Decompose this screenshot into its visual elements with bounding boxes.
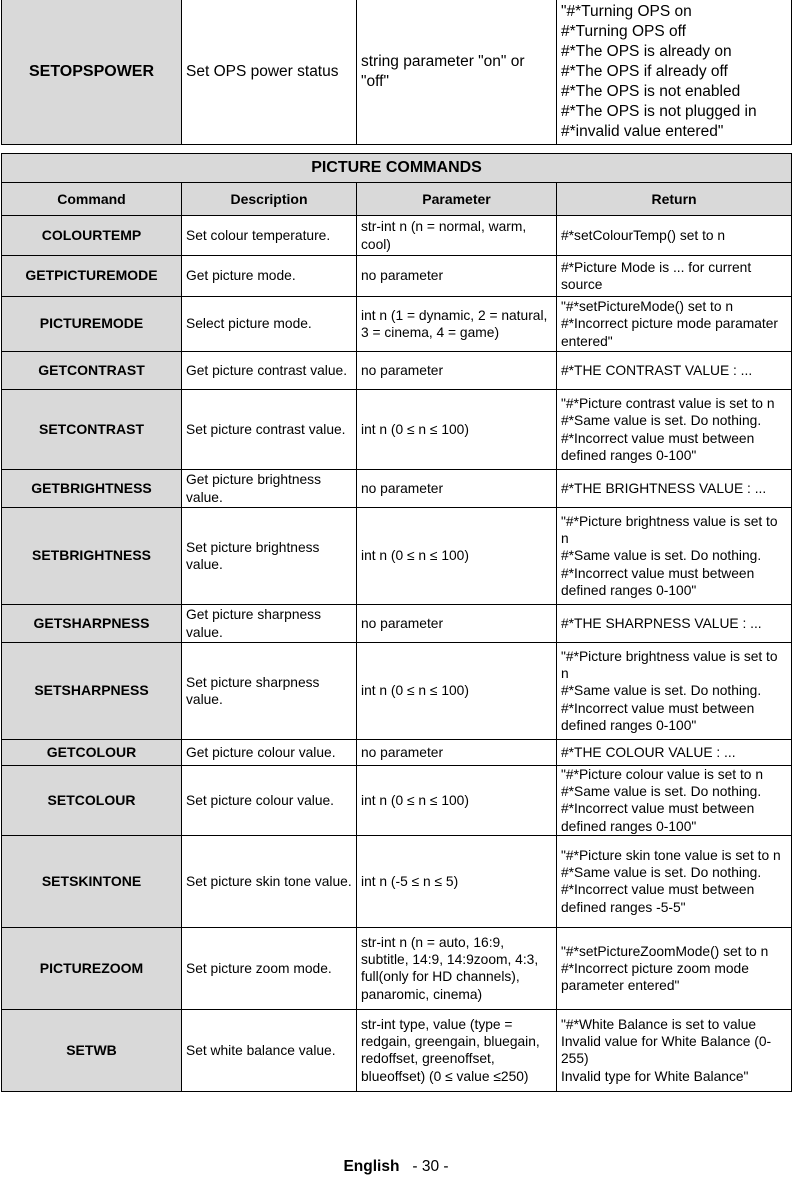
return-cell: "#*setPictureMode() set to n #*Incorrect picture mode paramater entered" bbox=[557, 297, 792, 352]
table-row bbox=[2, 216, 792, 256]
table-row bbox=[2, 927, 792, 1009]
parameter-cell: no parameter bbox=[357, 256, 557, 297]
parameter-cell: str-int n (n = auto, 16:9, subtitle, 14:9, 14:9zoom, 4:3, full(only for HD channels), panaromic, cinema) bbox=[357, 927, 557, 1009]
parameter-cell: int n (0 ≤ n ≤ 100) bbox=[357, 766, 557, 836]
command-cell: SETSHARPNESS bbox=[2, 643, 182, 740]
description-cell: Set picture contrast value. bbox=[182, 390, 357, 470]
return-cell: "#*Picture brightness value is set to n #*Same value is set. Do nothing. #*Incorrect value must between defined ranges 0-100" bbox=[557, 508, 792, 605]
command-cell: SETWB bbox=[2, 1009, 182, 1091]
table-row bbox=[2, 1009, 792, 1091]
return-cell: #*THE SHARPNESS VALUE : ... bbox=[557, 605, 792, 643]
table-row bbox=[2, 766, 792, 836]
parameter-cell: int n (0 ≤ n ≤ 100) bbox=[357, 643, 557, 740]
table-row bbox=[2, 605, 792, 643]
description-cell: Set picture skin tone value. bbox=[182, 835, 357, 927]
return-cell: "#*White Balance is set to value Invalid value for White Balance (0-255) Invalid type for White Balance" bbox=[557, 1009, 792, 1091]
return-cell: #*THE COLOUR VALUE : ... bbox=[557, 740, 792, 766]
parameter-cell: no parameter bbox=[357, 352, 557, 390]
page-number: - 30 - bbox=[412, 1158, 449, 1175]
return-cell: "#*setPictureZoomMode() set to n #*Incorrect picture zoom mode parameter entered" bbox=[557, 927, 792, 1009]
description-cell: Set white balance value. bbox=[182, 1009, 357, 1091]
parameter-cell: no parameter bbox=[357, 470, 557, 508]
table-row bbox=[2, 0, 792, 145]
picture-commands-table bbox=[1, 153, 792, 1092]
header-description: Description bbox=[182, 183, 357, 216]
ops-power-table bbox=[1, 0, 792, 145]
description-cell: Set colour temperature. bbox=[182, 216, 357, 256]
command-cell: GETSHARPNESS bbox=[2, 605, 182, 643]
description-cell: Get picture sharpness value. bbox=[182, 605, 357, 643]
header-parameter: Parameter bbox=[357, 183, 557, 216]
table-row bbox=[2, 297, 792, 352]
column-headers bbox=[2, 183, 792, 216]
return-cell: "#*Picture skin tone value is set to n #*Same value is set. Do nothing. #*Incorrect value must between defined ranges -5-5" bbox=[557, 835, 792, 927]
description-cell: Get picture mode. bbox=[182, 256, 357, 297]
description-cell: Set OPS power status bbox=[182, 0, 357, 145]
parameter-cell: no parameter bbox=[357, 740, 557, 766]
table-row bbox=[2, 643, 792, 740]
parameter-cell: str-int type, value (type = redgain, greengain, bluegain, redoffset, greenoffset, blueoffset) (0 ≤ value ≤250) bbox=[357, 1009, 557, 1091]
table-row bbox=[2, 835, 792, 927]
description-cell: Select picture mode. bbox=[182, 297, 357, 352]
parameter-cell: int n (0 ≤ n ≤ 100) bbox=[357, 508, 557, 605]
table-row bbox=[2, 256, 792, 297]
description-cell: Get picture brightness value. bbox=[182, 470, 357, 508]
parameter-cell: int n (-5 ≤ n ≤ 5) bbox=[357, 835, 557, 927]
picture-table-body bbox=[2, 216, 792, 1092]
table-row bbox=[2, 740, 792, 766]
return-cell: "#*Turning OPS on #*Turning OPS off #*The OPS is already on #*The OPS if already off #*The OPS is not enabled #*The OPS is not plugged in #*invalid value entered" bbox=[557, 0, 792, 145]
page-footer bbox=[0, 1158, 792, 1176]
description-cell: Get picture colour value. bbox=[182, 740, 357, 766]
return-cell: #*THE BRIGHTNESS VALUE : ... bbox=[557, 470, 792, 508]
command-cell: GETPICTUREMODE bbox=[2, 256, 182, 297]
command-cell: GETBRIGHTNESS bbox=[2, 470, 182, 508]
command-cell: PICTUREZOOM bbox=[2, 927, 182, 1009]
footer-language: English bbox=[343, 1158, 400, 1175]
command-cell: SETCONTRAST bbox=[2, 390, 182, 470]
command-cell: SETBRIGHTNESS bbox=[2, 508, 182, 605]
command-cell: SETOPSPOWER bbox=[2, 0, 182, 145]
table-row bbox=[2, 508, 792, 605]
return-cell: #*Picture Mode is ... for current source bbox=[557, 256, 792, 297]
return-cell: "#*Picture contrast value is set to n #*Same value is set. Do nothing. #*Incorrect value must between defined ranges 0-100" bbox=[557, 390, 792, 470]
header-return: Return bbox=[557, 183, 792, 216]
parameter-cell: int n (0 ≤ n ≤ 100) bbox=[357, 390, 557, 470]
table-row bbox=[2, 390, 792, 470]
description-cell: Set picture sharpness value. bbox=[182, 643, 357, 740]
command-cell: GETCOLOUR bbox=[2, 740, 182, 766]
parameter-cell: no parameter bbox=[357, 605, 557, 643]
command-cell: COLOURTEMP bbox=[2, 216, 182, 256]
parameter-cell: str-int n (n = normal, warm, cool) bbox=[357, 216, 557, 256]
header-command: Command bbox=[2, 183, 182, 216]
return-cell: "#*Picture colour value is set to n #*Same value is set. Do nothing. #*Incorrect value must between defined ranges 0-100" bbox=[557, 766, 792, 836]
description-cell: Set picture colour value. bbox=[182, 766, 357, 836]
command-cell: GETCONTRAST bbox=[2, 352, 182, 390]
return-cell: "#*Picture brightness value is set to n #*Same value is set. Do nothing. #*Incorrect value must between defined ranges 0-100" bbox=[557, 643, 792, 740]
section-title: PICTURE COMMANDS bbox=[2, 154, 792, 183]
command-cell: PICTUREMODE bbox=[2, 297, 182, 352]
command-cell: SETCOLOUR bbox=[2, 766, 182, 836]
description-cell: Set picture zoom mode. bbox=[182, 927, 357, 1009]
table-row bbox=[2, 470, 792, 508]
return-cell: #*setColourTemp() set to n bbox=[557, 216, 792, 256]
description-cell: Get picture contrast value. bbox=[182, 352, 357, 390]
description-cell: Set picture brightness value. bbox=[182, 508, 357, 605]
parameter-cell: int n (1 = dynamic, 2 = natural, 3 = cinema, 4 = game) bbox=[357, 297, 557, 352]
return-cell: #*THE CONTRAST VALUE : ... bbox=[557, 352, 792, 390]
command-cell: SETSKINTONE bbox=[2, 835, 182, 927]
table-row bbox=[2, 352, 792, 390]
parameter-cell: string parameter "on" or "off" bbox=[357, 0, 557, 145]
